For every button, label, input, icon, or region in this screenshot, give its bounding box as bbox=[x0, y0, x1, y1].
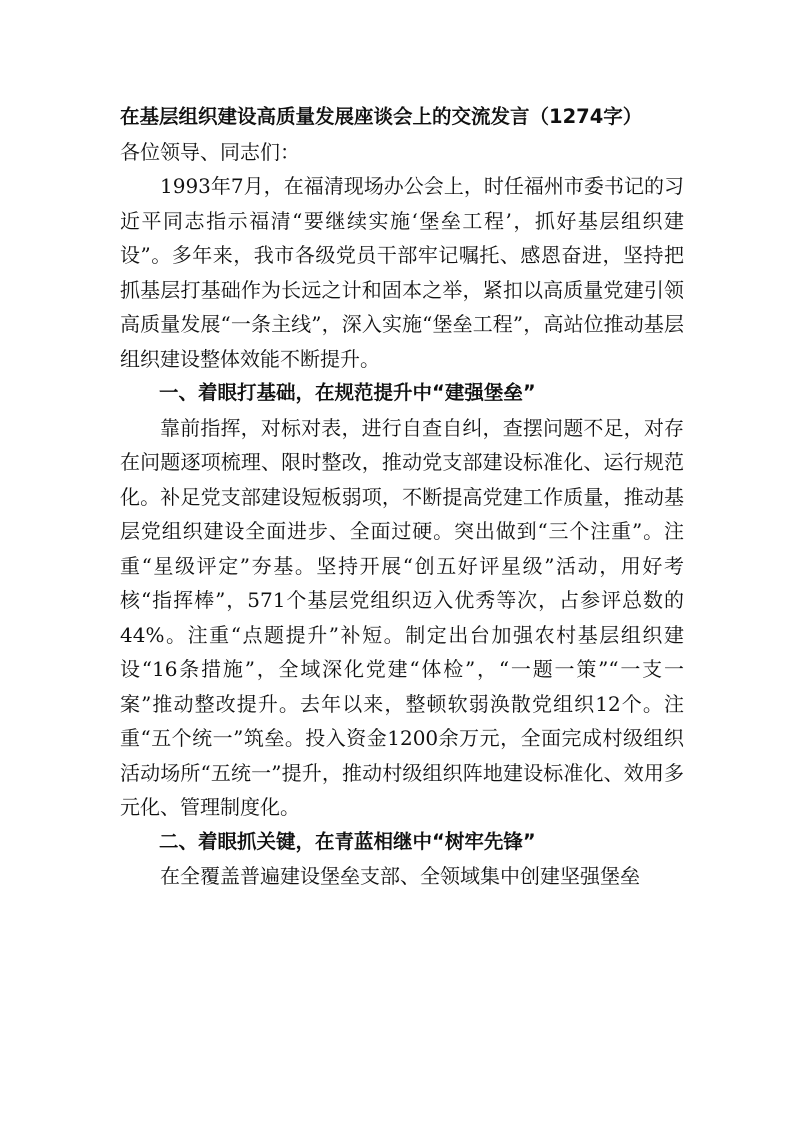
intro-paragraph: 1993年7月，在福清现场办公会上，时任福州市委书记的习近平同志指示福清“要继续实施‘堡垒工程’，抓好基层组织建设”。多年来，我市各级党员干部牢记嘱托、感恩奋进，坚持把抓基层打基础作为长远之计和固本之举，紧扣以高质量党建引领高质量发展“一条主线”，深入实施“堡垒工程”，高站位推动基层组织建设整体效能不断提升。 bbox=[120, 174, 684, 371]
document-page bbox=[120, 100, 684, 894]
section-1-paragraph: 靠前指挥，对标对表，进行自查自纠，查摆问题不足，对存在问题逐项梳理、限时整改，推动党支部建设标准化、运行规范化。补足党支部建设短板弱项，不断提高党建工作质量，推动基层党组织建设全面进步、全面过硬。突出做到“三个注重”。注重“星级评定”夯基。坚持开展“创五好评星级”活动，用好考核“指挥棒”，571个基层党组织迈入优秀等次，占参评总数的44%。注重“点题提升”补短。制定出台加强农村基层组织建设“16条措施”，全域深化党建“体检”，“一题一策”“一支一案”推动整改提升。去年以来，整顿软弱涣散党组织12个。注重“五个统一”筑垒。投入资金1200余万元，全面完成村级组织活动场所“五统一”提升，推动村级组织阵地建设标准化、效用多元化、管理制度化。 bbox=[120, 415, 684, 819]
section-2-paragraph: 在全覆盖普遍建设堡垒支部、全领域集中创建坚强堡垒 bbox=[160, 864, 640, 888]
section-1-heading: 一、着眼打基础，在规范提升中“建强堡垒” bbox=[159, 381, 536, 404]
salutation: 各位领导、同志们： bbox=[120, 139, 300, 164]
document-title: 在基层组织建设高质量发展座谈会上的交流发言（1274字） bbox=[120, 105, 643, 128]
section-2-heading: 二、着眼抓关键，在青蓝相继中“树牢先锋” bbox=[159, 829, 536, 853]
